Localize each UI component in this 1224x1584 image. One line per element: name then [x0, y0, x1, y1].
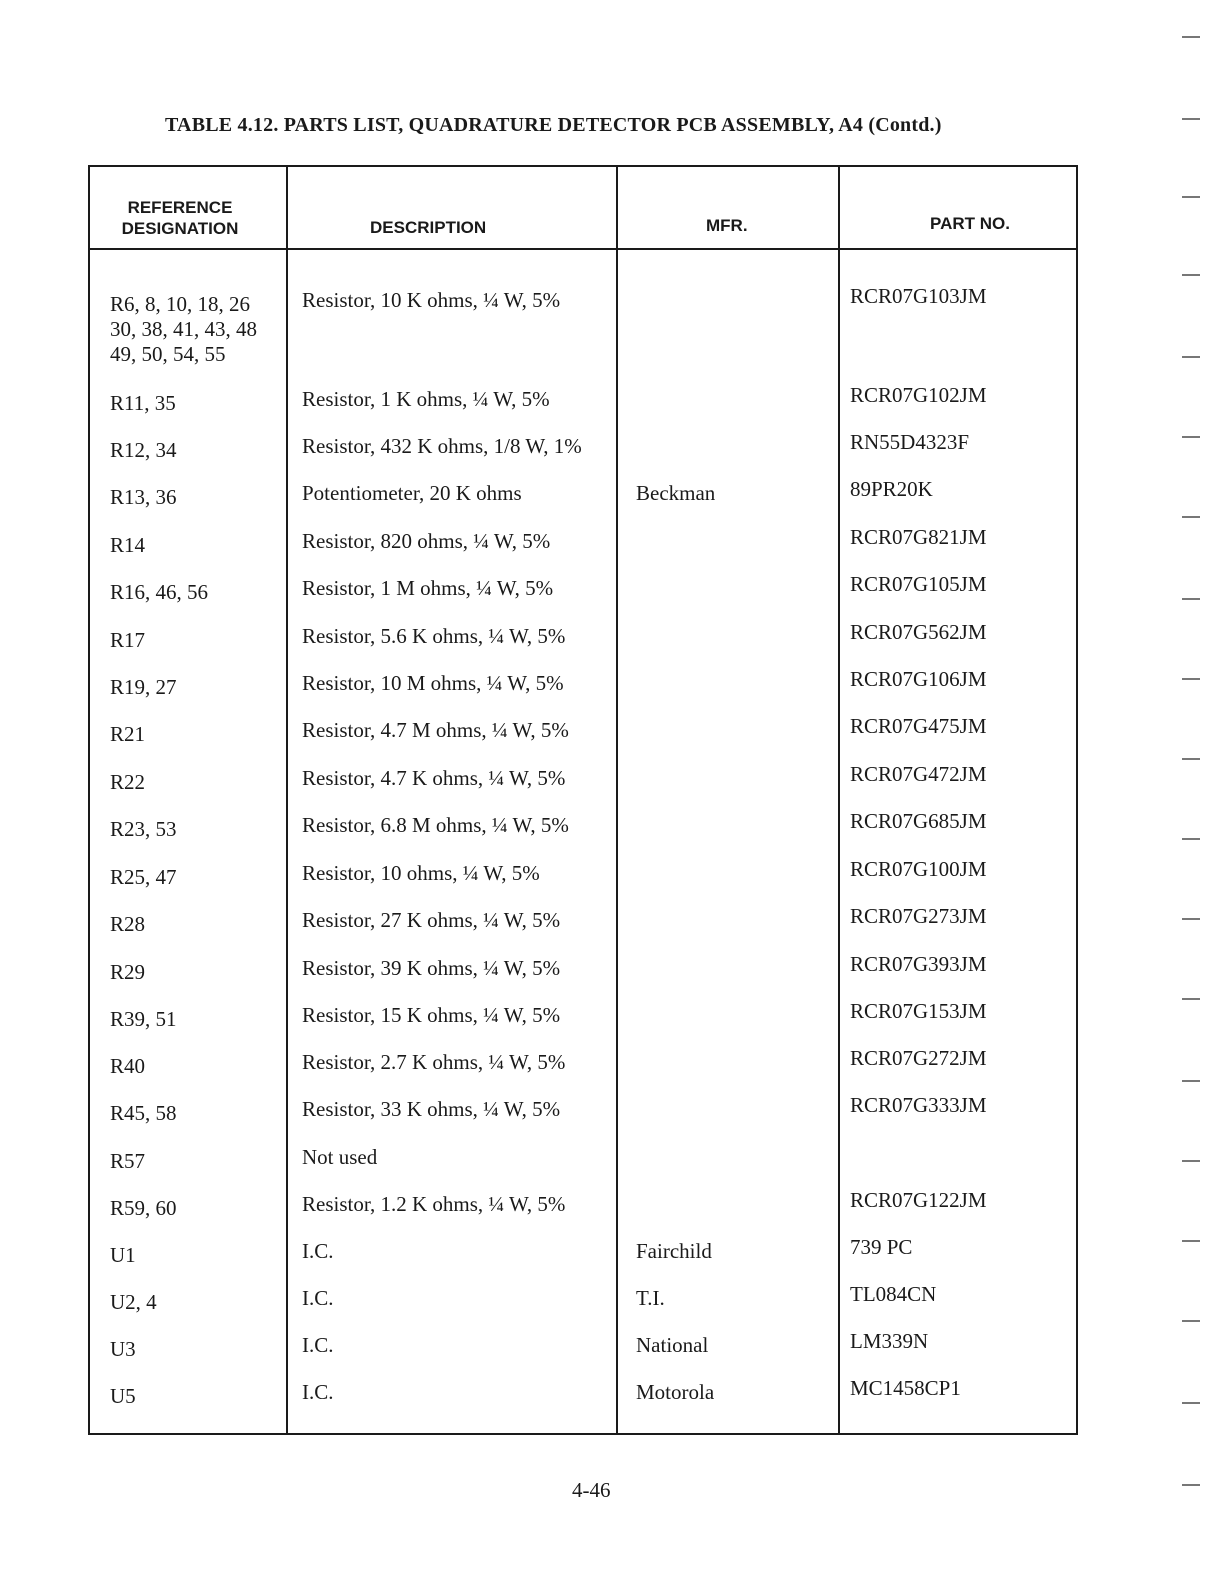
part-number-cell: RCR07G153JM [850, 999, 987, 1023]
manufacturer-cell: T.I. [636, 1286, 665, 1310]
reference-line: R11, 35 [110, 391, 176, 415]
part-number-cell: 739 PC [850, 1235, 913, 1259]
header-mfr: MFR. [706, 216, 748, 235]
margin-mark [1182, 196, 1200, 198]
margin-mark [1182, 1080, 1200, 1082]
margin-mark [1182, 516, 1200, 518]
reference-line: R45, 58 [110, 1101, 177, 1125]
part-number-cell: RCR07G475JM [850, 714, 987, 738]
reference-line: R29 [110, 960, 146, 984]
header-description: DESCRIPTION [370, 218, 487, 237]
reference-line: R57 [110, 1149, 146, 1173]
reference-line: U2, 4 [110, 1290, 157, 1314]
description-cell: Resistor, 39 K ohms, ¼ W, 5% [302, 956, 561, 980]
part-number-cell: RCR07G102JM [850, 383, 987, 407]
reference-line: R19, 27 [110, 675, 177, 699]
margin-mark [1182, 758, 1200, 760]
margin-mark [1182, 678, 1200, 680]
part-number-cell: RCR07G100JM [850, 857, 987, 881]
page-number: 4-46 [572, 1478, 611, 1502]
margin-mark [1182, 1320, 1200, 1322]
reference-designation-cell [110, 865, 177, 890]
header-reference-designation: REFERENCE DESIGNATION [121, 198, 239, 238]
margin-mark [1182, 118, 1200, 120]
reference-designation-cell [110, 1054, 145, 1079]
part-number-cell: RN55D4323F [850, 430, 970, 454]
margin-mark [1182, 274, 1200, 276]
margin-mark [1182, 1160, 1200, 1162]
reference-designation-cell [110, 438, 177, 463]
column-divider [616, 167, 618, 1433]
description-cell: Not used [302, 1145, 378, 1169]
margin-mark [1182, 998, 1200, 1000]
description-cell: Resistor, 2.7 K ohms, ¼ W, 5% [302, 1050, 566, 1074]
part-number-cell: RCR07G821JM [850, 525, 987, 549]
part-number-cell: RCR07G562JM [850, 620, 987, 644]
part-number-cell: 89PR20K [850, 477, 933, 501]
reference-line: R21 [110, 722, 146, 746]
reference-line: R14 [110, 533, 146, 557]
reference-line: R39, 51 [110, 1007, 177, 1031]
reference-designation-cell [110, 1149, 145, 1174]
reference-designation-cell [110, 1243, 136, 1268]
part-number-cell: RCR07G333JM [850, 1093, 987, 1117]
part-number-cell: RCR07G472JM [850, 762, 987, 786]
description-cell: Resistor, 4.7 M ohms, ¼ W, 5% [302, 718, 569, 742]
part-number-cell: RCR07G106JM [850, 667, 987, 691]
reference-line: R22 [110, 770, 146, 794]
description-cell: I.C. [302, 1380, 334, 1404]
reference-line: R13, 36 [110, 485, 177, 509]
margin-mark [1182, 1402, 1200, 1404]
reference-designation-cell [110, 533, 145, 558]
part-number-cell: TL084CN [850, 1282, 937, 1306]
table-title: TABLE 4.12. PARTS LIST, QUADRATURE DETECTOR PCB ASSEMBLY, A4 (Contd.) [165, 114, 942, 136]
manufacturer-cell: Motorola [636, 1380, 715, 1404]
margin-mark [1182, 1240, 1200, 1242]
reference-line: R12, 34 [110, 438, 177, 462]
description-cell: Resistor, 1 M ohms, ¼ W, 5% [302, 576, 554, 600]
reference-designation-cell [110, 912, 145, 937]
reference-designation-cell [110, 391, 176, 416]
reference-line: R16, 46, 56 [110, 580, 209, 604]
reference-designation-cell [110, 817, 177, 842]
description-cell: Resistor, 1 K ohms, ¼ W, 5% [302, 387, 550, 411]
description-cell: Resistor, 6.8 M ohms, ¼ W, 5% [302, 813, 569, 837]
description-cell: Resistor, 10 M ohms, ¼ W, 5% [302, 671, 564, 695]
part-number-cell: RCR07G393JM [850, 952, 987, 976]
description-cell: Resistor, 4.7 K ohms, ¼ W, 5% [302, 766, 566, 790]
part-number-cell: RCR07G103JM [850, 284, 987, 308]
header-part-no: PART NO. [930, 214, 1010, 233]
reference-line: R59, 60 [110, 1196, 177, 1220]
reference-designation-cell [110, 1101, 177, 1126]
reference-line: U5 [110, 1384, 136, 1408]
manufacturer-cell: National [636, 1333, 709, 1357]
manufacturer-cell: Beckman [636, 481, 716, 505]
margin-mark [1182, 436, 1200, 438]
reference-designation-cell [110, 1196, 177, 1221]
reference-line: 49, 50, 54, 55 [110, 342, 226, 366]
description-cell: Resistor, 10 ohms, ¼ W, 5% [302, 861, 540, 885]
description-cell: I.C. [302, 1333, 334, 1357]
parts-table [88, 165, 1078, 1435]
description-cell: Resistor, 1.2 K ohms, ¼ W, 5% [302, 1192, 566, 1216]
description-cell: Potentiometer, 20 K ohms [302, 481, 522, 505]
part-number-cell: RCR07G272JM [850, 1046, 987, 1070]
column-divider [286, 167, 288, 1433]
reference-designation-cell [110, 1007, 177, 1032]
description-cell: Resistor, 432 K ohms, 1/8 W, 1% [302, 434, 582, 458]
description-cell: Resistor, 10 K ohms, ¼ W, 5% [302, 288, 561, 312]
reference-line: R25, 47 [110, 865, 177, 889]
part-number-cell: RCR07G122JM [850, 1188, 987, 1212]
description-cell: Resistor, 820 ohms, ¼ W, 5% [302, 529, 551, 553]
margin-mark [1182, 838, 1200, 840]
reference-designation-cell [110, 770, 145, 795]
part-number-cell: LM339N [850, 1329, 929, 1353]
description-cell: Resistor, 27 K ohms, ¼ W, 5% [302, 908, 561, 932]
reference-line: R28 [110, 912, 146, 936]
description-cell: I.C. [302, 1239, 334, 1263]
margin-mark [1182, 36, 1200, 38]
reference-designation-cell [110, 580, 208, 605]
description-cell: Resistor, 15 K ohms, ¼ W, 5% [302, 1003, 561, 1027]
part-number-cell: RCR07G105JM [850, 572, 987, 596]
reference-designation-cell [110, 1337, 136, 1362]
reference-line: R40 [110, 1054, 146, 1078]
reference-designation-cell [110, 960, 145, 985]
reference-line: U3 [110, 1337, 136, 1361]
reference-designation-cell [110, 722, 145, 747]
part-number-cell: MC1458CP1 [850, 1376, 961, 1400]
reference-designation-cell [110, 675, 177, 700]
manufacturer-cell: Fairchild [636, 1239, 712, 1263]
reference-designation-cell [110, 485, 177, 510]
reference-designation-cell [110, 1384, 136, 1409]
table-header-row [90, 167, 1076, 250]
margin-mark [1182, 1484, 1200, 1486]
reference-line: 30, 38, 41, 43, 48 [110, 317, 257, 341]
reference-designation-cell [110, 292, 257, 367]
reference-designation-cell [110, 1290, 157, 1315]
margin-mark [1182, 598, 1200, 600]
reference-line: R23, 53 [110, 817, 177, 841]
reference-designation-cell [110, 628, 145, 653]
description-cell: Resistor, 5.6 K ohms, ¼ W, 5% [302, 624, 566, 648]
reference-line: R17 [110, 628, 146, 652]
reference-line: U1 [110, 1243, 136, 1267]
margin-mark [1182, 918, 1200, 920]
reference-line: R6, 8, 10, 18, 26 [110, 292, 251, 316]
description-cell: Resistor, 33 K ohms, ¼ W, 5% [302, 1097, 561, 1121]
part-number-cell: RCR07G685JM [850, 809, 987, 833]
margin-mark [1182, 356, 1200, 358]
column-divider [838, 167, 840, 1433]
part-number-cell: RCR07G273JM [850, 904, 987, 928]
description-cell: I.C. [302, 1286, 334, 1310]
